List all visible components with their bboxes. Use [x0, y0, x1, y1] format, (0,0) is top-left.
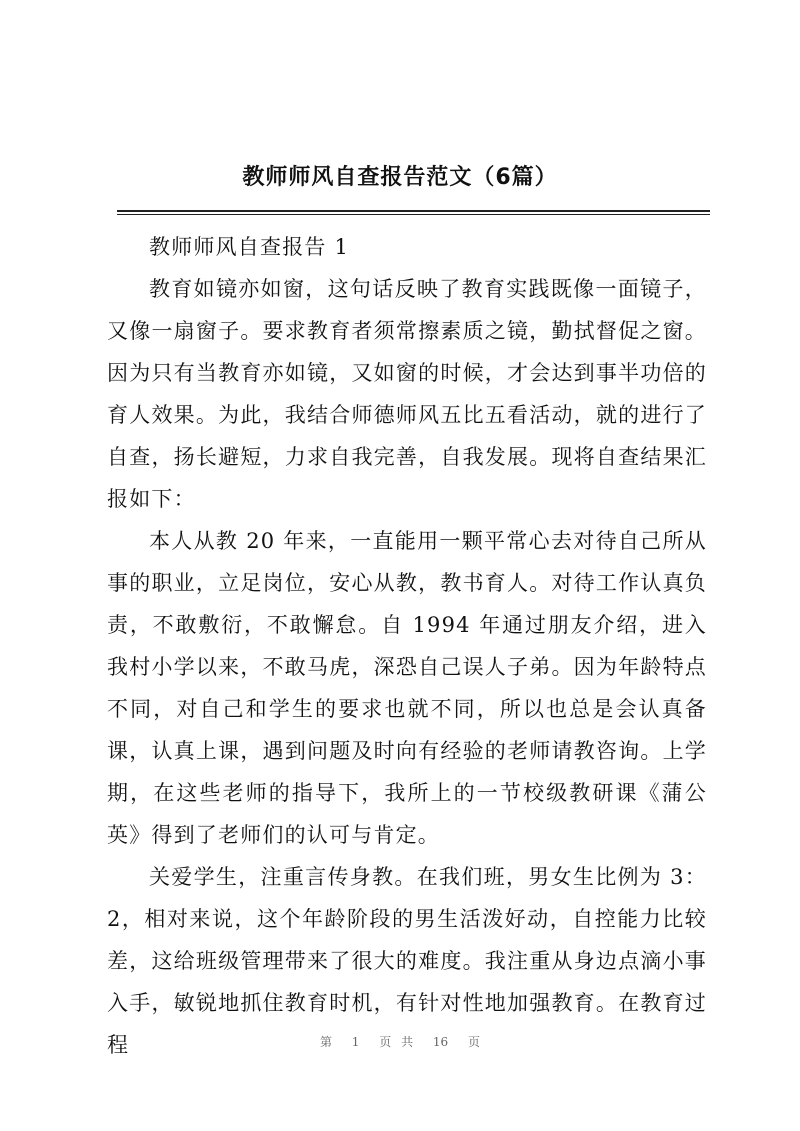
document-title: 教师师风自查报告范文（6篇）: [242, 165, 558, 190]
paragraph: 关爱学生，注重言传身教。在我们班，男女生比例为 3：2，相对来说，这个年龄阶段的男生活泼好动，自控能力比较差，这给班级管理带来了很大的难度。我注重从身边点滴小事入手，敏锐地抓住教育时机，有针对性地加强教育。在教育过程: [107, 865, 707, 1057]
footer-page-number: 1: [351, 1035, 360, 1049]
title-divider: [117, 210, 710, 215]
footer-middle: 页 共: [379, 1035, 414, 1049]
page-footer: [0, 1033, 800, 1050]
footer-suffix: 页: [468, 1035, 481, 1049]
paragraph: 教育如镜亦如窗，这句话反映了教育实践既像一面镜子，又像一扇窗子。要求教育者须常擦素质之镜，勤拭督促之窗。因为只有当教育亦如镜，又如窗的时候，才会达到事半功倍的育人效果。为此，我结合师德师风五比五看活动，就的进行了自查，扬长避短，力求自我完善，自我发展。现将自查结果汇报如下：: [107, 277, 707, 511]
footer-total-pages: 16: [432, 1035, 449, 1049]
document-body: [107, 226, 707, 1066]
section-subheading: 教师师风自查报告 1: [149, 235, 350, 259]
footer-prefix: 第: [319, 1035, 332, 1049]
paragraph: 本人从教 20 年来，一直能用一颗平常心去对待自己所从事的职业，立足岗位，安心从教，教书育人。对待工作认真负责，不敢敷衍，不敢懈怠。自 1994 年通过朋友介绍，进入我村小学以来，不敢马虎，深恐自己误人子弟。因为年龄特点不同，对自己和学生的要求也就不同，所以也总是会认真备课，认真上课，遇到问题及时向有经验的老师请教咨询。上学期，在这些老师的指导下，我所上的一节校级教研课《蒲公英》得到了老师们的认可与肯定。: [107, 529, 707, 847]
